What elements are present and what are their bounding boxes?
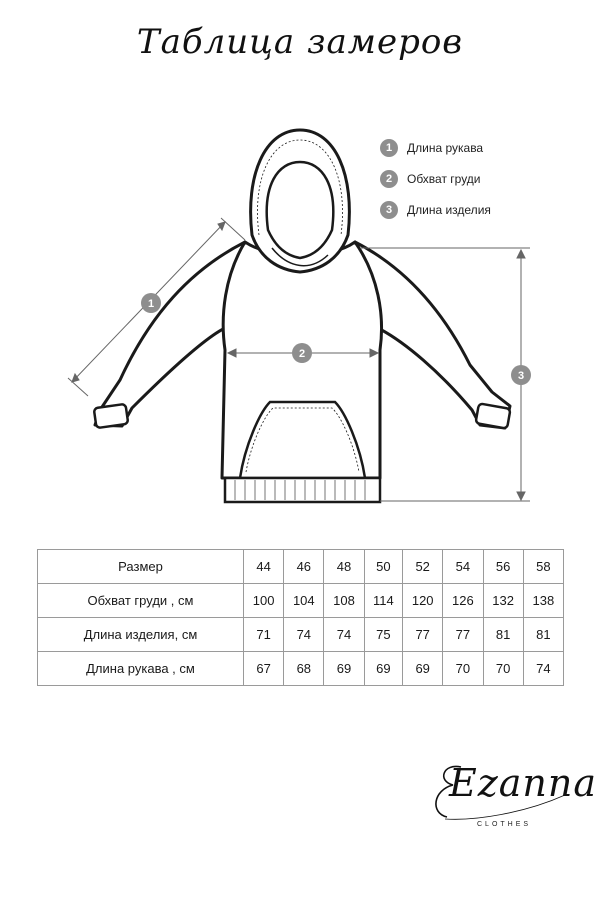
row-label: Длина изделия, см [38, 618, 244, 652]
legend-item-length [380, 194, 580, 225]
table-cell: 74 [324, 618, 364, 652]
legend-label-chest: Обхват груди [407, 171, 481, 186]
brand-logo [425, 755, 598, 835]
row-label: Обхват груди , см [38, 584, 244, 618]
table-cell: 70 [483, 652, 523, 686]
table-row [38, 584, 564, 618]
header-cell: 54 [443, 550, 483, 584]
page-title: Таблица замеров [136, 22, 464, 62]
table-cell: 100 [244, 584, 284, 618]
table-cell: 114 [364, 584, 402, 618]
table-header-row [38, 550, 564, 584]
marker-1-text: 1 [147, 298, 155, 310]
table-cell: 67 [244, 652, 284, 686]
legend-item-chest [380, 163, 580, 194]
header-cell: 46 [284, 550, 324, 584]
table-cell: 74 [523, 652, 563, 686]
measurement-legend [380, 132, 580, 225]
table-cell: 81 [523, 618, 563, 652]
table-cell: 108 [324, 584, 364, 618]
header-cell: 50 [364, 550, 402, 584]
table-cell: 75 [364, 618, 402, 652]
table-cell: 70 [443, 652, 483, 686]
header-cell: 56 [483, 550, 523, 584]
marker-2-text: 2 [298, 348, 306, 360]
marker-3-text: 3 [517, 370, 525, 382]
table-cell: 68 [284, 652, 324, 686]
header-cell: 52 [403, 550, 443, 584]
table-cell: 77 [403, 618, 443, 652]
logo-subtitle: CLOTHES [477, 821, 532, 828]
table-cell: 77 [443, 618, 483, 652]
table-cell: 120 [403, 584, 443, 618]
table-cell: 69 [324, 652, 364, 686]
table-cell: 69 [403, 652, 443, 686]
table-row [38, 618, 564, 652]
table-row [38, 652, 564, 686]
table-cell: 81 [483, 618, 523, 652]
size-table [37, 549, 564, 686]
left-cuff [94, 404, 128, 428]
legend-item-sleeve [380, 132, 580, 163]
header-cell: 44 [244, 550, 284, 584]
face-opening [267, 162, 334, 258]
waistband [225, 478, 380, 502]
legend-number-2: 2 [380, 170, 398, 188]
table-cell: 71 [244, 618, 284, 652]
table-cell: 74 [284, 618, 324, 652]
legend-number-1: 1 [380, 139, 398, 157]
table-cell: 138 [523, 584, 563, 618]
row-label: Длина рукава , см [38, 652, 244, 686]
header-label: Размер [38, 550, 244, 584]
header-cell: 48 [324, 550, 364, 584]
legend-label-length: Длина изделия [407, 202, 491, 217]
table-cell: 69 [364, 652, 402, 686]
right-cuff [476, 403, 511, 428]
table-cell: 104 [284, 584, 324, 618]
table-cell: 132 [483, 584, 523, 618]
legend-number-3: 3 [380, 201, 398, 219]
table-cell: 126 [443, 584, 483, 618]
logo-wordmark: Ezanna [449, 761, 598, 805]
header-cell: 58 [523, 550, 563, 584]
legend-label-sleeve: Длина рукава [407, 140, 484, 155]
